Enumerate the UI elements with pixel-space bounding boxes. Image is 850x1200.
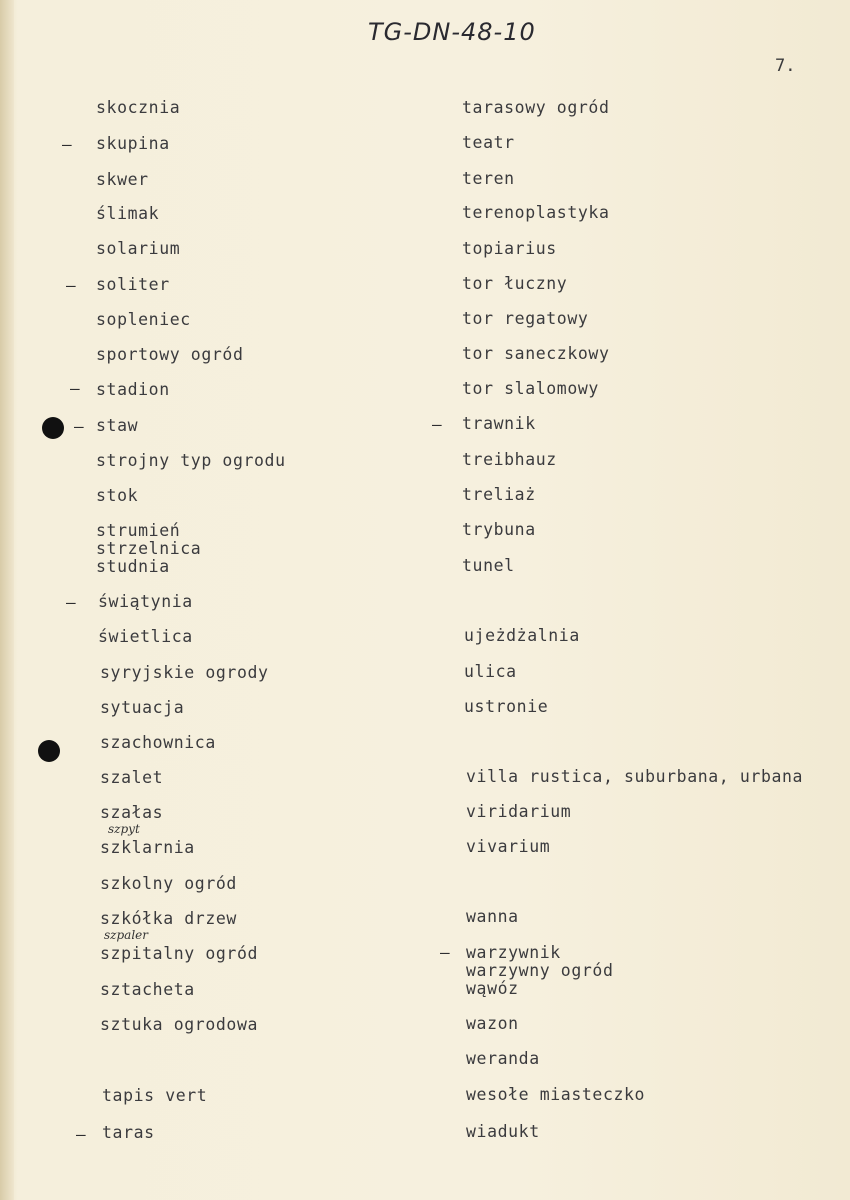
- term-left: syryjskie ogrody: [100, 663, 269, 682]
- term-left: szklarnia: [100, 838, 195, 857]
- term-left: sopleniec: [96, 310, 191, 329]
- term-left: tapis vert: [102, 1086, 208, 1105]
- term-left: szkółka drzew: [100, 909, 237, 928]
- check-mark: —: [74, 417, 84, 436]
- term-left: sztuka ogrodowa: [100, 1015, 259, 1034]
- term-left: szałas: [100, 803, 164, 822]
- term-left: ślimak: [96, 204, 160, 223]
- term-right: ustronie: [464, 697, 549, 716]
- term-left: szalet: [100, 768, 164, 787]
- term-left: świetlica: [98, 627, 193, 646]
- term-right: tor regatowy: [462, 309, 589, 328]
- handwritten-note: szpyt: [108, 822, 140, 836]
- check-mark: —: [62, 135, 72, 154]
- term-left: sportowy ogród: [96, 345, 244, 364]
- term-left: sytuacja: [100, 698, 185, 717]
- term-right: teatr: [462, 133, 515, 152]
- check-mark: —: [440, 943, 450, 962]
- term-right: viridarium: [466, 802, 572, 821]
- term-right: tor slalomowy: [462, 379, 599, 398]
- punch-hole-top: [42, 417, 64, 439]
- term-left: strumień: [96, 521, 181, 540]
- punch-hole-bottom: [38, 740, 60, 762]
- term-left: stok: [96, 486, 139, 505]
- term-right: villa rustica, suburbana, urbana: [466, 767, 804, 786]
- term-right: warzywny ogród: [466, 961, 614, 980]
- term-right: warzywnik: [466, 943, 561, 962]
- check-mark: —: [66, 593, 76, 612]
- document-reference: TG-DN-48-10: [368, 18, 536, 46]
- term-right: wiadukt: [466, 1122, 540, 1141]
- term-right: ujeżdżalnia: [464, 626, 580, 645]
- check-mark: —: [432, 415, 442, 434]
- term-left: szachownica: [100, 733, 216, 752]
- term-left: staw: [96, 416, 139, 435]
- term-left: taras: [102, 1123, 155, 1142]
- term-right: tor saneczkowy: [462, 344, 610, 363]
- term-right: wąwóz: [466, 979, 519, 998]
- term-left: szkolny ogród: [100, 874, 237, 893]
- term-left: skocznia: [96, 98, 181, 117]
- term-right: tarasowy ogród: [462, 98, 610, 117]
- page-number: 7.: [775, 56, 796, 76]
- term-right: wesołe miasteczko: [466, 1085, 646, 1104]
- term-right: treibhauz: [462, 450, 557, 469]
- term-right: trybuna: [462, 520, 536, 539]
- term-left: solarium: [96, 239, 181, 258]
- term-left: szpitalny ogród: [100, 944, 259, 963]
- term-right: teren: [462, 169, 515, 188]
- term-right: vivarium: [466, 837, 551, 856]
- term-left: świątynia: [98, 592, 193, 611]
- term-left: strojny typ ogrodu: [96, 451, 286, 470]
- term-left: sztacheta: [100, 980, 195, 999]
- term-right: ulica: [464, 662, 517, 681]
- term-right: trawnik: [462, 414, 536, 433]
- term-right: tunel: [462, 556, 515, 575]
- check-mark: —: [76, 1125, 86, 1144]
- check-mark: —: [66, 276, 76, 295]
- term-left: strzelnica: [96, 539, 202, 558]
- term-right: terenoplastyka: [462, 203, 610, 222]
- term-left: skupina: [96, 134, 170, 153]
- term-right: topiarius: [462, 239, 557, 258]
- check-mark: —: [70, 379, 80, 398]
- term-left: skwer: [96, 170, 149, 189]
- term-right: wanna: [466, 907, 519, 926]
- page-edge: [0, 0, 14, 1200]
- term-right: weranda: [466, 1049, 540, 1068]
- term-right: wazon: [466, 1014, 519, 1033]
- term-right: treliaż: [462, 485, 536, 504]
- term-right: tor łuczny: [462, 274, 568, 293]
- handwritten-note: szpaler: [104, 928, 148, 942]
- term-left: stadion: [96, 380, 170, 399]
- term-left: studnia: [96, 557, 170, 576]
- term-left: soliter: [96, 275, 170, 294]
